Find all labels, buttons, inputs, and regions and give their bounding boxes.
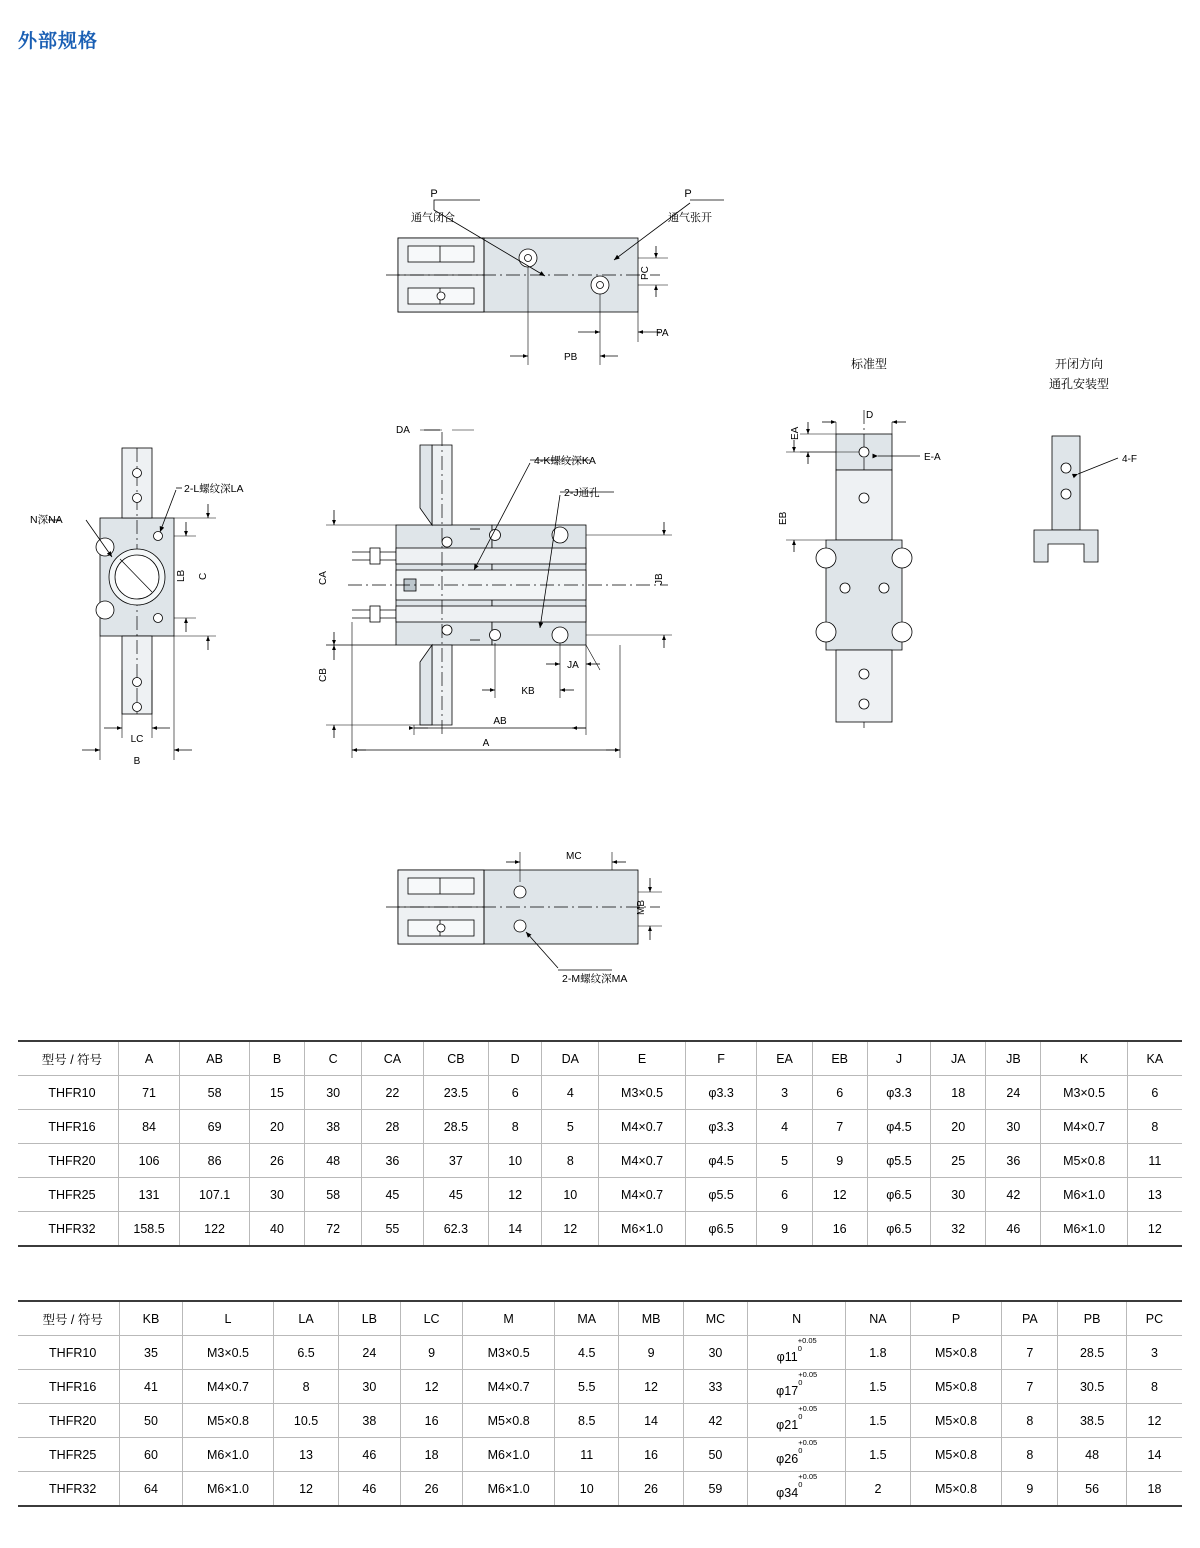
column-header-da: DA	[542, 1041, 599, 1076]
value-cell: M5×0.8	[910, 1370, 1002, 1404]
label-p-closed: P	[430, 188, 438, 200]
value-cell: 8	[542, 1144, 599, 1178]
value-cell: 6.5	[274, 1336, 338, 1370]
label-da: DA	[396, 425, 410, 436]
value-cell: 13	[1127, 1178, 1182, 1212]
table-header-row	[18, 1301, 1182, 1336]
column-header-mb: MB	[619, 1301, 683, 1336]
value-cell: 35	[120, 1336, 182, 1370]
label-p-open-sub: 通气张开	[668, 212, 712, 224]
value-cell: 1.5	[846, 1370, 910, 1404]
value-cell: 50	[120, 1404, 182, 1438]
value-cell: M5×0.8	[910, 1438, 1002, 1472]
value-cell: 16	[812, 1212, 867, 1247]
value-cell: 14	[1126, 1438, 1182, 1472]
value-cell: 10	[555, 1472, 619, 1507]
value-cell: 10	[489, 1144, 542, 1178]
value-cell: 5	[542, 1110, 599, 1144]
value-cell: 1.5	[846, 1438, 910, 1472]
value-cell: M5×0.8	[1041, 1144, 1127, 1178]
value-cell: 30.5	[1058, 1370, 1127, 1404]
value-cell: 3	[1126, 1336, 1182, 1370]
label-open-close-dir-2: 通孔安装型	[1048, 377, 1110, 391]
value-cell: 12	[274, 1472, 338, 1507]
value-cell: 1.5	[846, 1404, 910, 1438]
value-cell: φ3.3	[685, 1110, 757, 1144]
value-cell: 20	[249, 1110, 304, 1144]
model-cell: THFR10	[18, 1336, 120, 1370]
value-cell: 24	[986, 1076, 1041, 1110]
value-cell: 15	[249, 1076, 304, 1110]
label-pc: PC	[640, 266, 651, 280]
column-header-ja: JA	[931, 1041, 986, 1076]
value-cell: 36	[362, 1144, 423, 1178]
value-cell: 26	[249, 1144, 304, 1178]
label-p-closed-sub: 通气闭合	[411, 212, 455, 224]
value-cell: 38.5	[1058, 1404, 1127, 1438]
value-cell: φ21 $^{+0.05 0}$	[748, 1404, 846, 1438]
value-cell: 7	[1002, 1370, 1058, 1404]
value-cell: 8	[1002, 1438, 1058, 1472]
column-header-ca: CA	[362, 1041, 423, 1076]
label-a: A	[482, 738, 490, 749]
value-cell: 60	[120, 1438, 182, 1472]
value-cell: 9	[812, 1144, 867, 1178]
value-cell: 5	[757, 1144, 812, 1178]
value-cell: 12	[812, 1178, 867, 1212]
column-header-jb: JB	[986, 1041, 1041, 1076]
label-cb: CB	[318, 668, 329, 682]
value-cell: 23.5	[423, 1076, 489, 1110]
value-cell: 12	[619, 1370, 683, 1404]
value-cell: 30	[683, 1336, 747, 1370]
value-cell: 12	[400, 1370, 462, 1404]
value-cell: 9	[400, 1336, 462, 1370]
column-header-mc: MC	[683, 1301, 747, 1336]
value-cell: 58	[305, 1178, 362, 1212]
value-cell: 25	[931, 1144, 986, 1178]
column-header--: 型号 / 符号	[18, 1041, 118, 1076]
value-cell: 55	[362, 1212, 423, 1247]
value-cell: 30	[986, 1110, 1041, 1144]
value-cell: M6×1.0	[182, 1472, 274, 1507]
value-cell: 72	[305, 1212, 362, 1247]
value-cell: 12	[542, 1212, 599, 1247]
main-front-view	[326, 430, 672, 758]
column-header-d: D	[489, 1041, 542, 1076]
value-cell: M6×1.0	[463, 1438, 555, 1472]
value-cell: 9	[757, 1212, 812, 1247]
spec-table-1-wrap	[18, 1040, 1182, 1247]
value-cell: φ6.5	[867, 1212, 930, 1247]
through-hole-type-view	[1034, 436, 1118, 562]
standard-type-view	[786, 410, 920, 728]
value-cell: φ17 $^{+0.05 0}$	[748, 1370, 846, 1404]
column-header-lb: LB	[338, 1301, 400, 1336]
table-row	[18, 1370, 1182, 1404]
label-p-open: P	[684, 188, 692, 200]
top-side-view	[386, 200, 724, 365]
value-cell: 10	[542, 1178, 599, 1212]
spec-table-2	[18, 1300, 1182, 1507]
bottom-side-view	[386, 852, 662, 970]
value-cell: 158.5	[118, 1212, 179, 1247]
value-cell: 8	[1126, 1370, 1182, 1404]
value-cell: 7	[812, 1110, 867, 1144]
value-cell: 58	[180, 1076, 250, 1110]
value-cell: 8	[489, 1110, 542, 1144]
value-cell: 9	[1002, 1472, 1058, 1507]
label-lc: LC	[130, 734, 144, 745]
value-cell: 14	[489, 1212, 542, 1247]
value-cell: 50	[683, 1438, 747, 1472]
value-cell: 64	[120, 1472, 182, 1507]
column-header-c: C	[305, 1041, 362, 1076]
label-n-depth-na: N深NA	[30, 514, 63, 526]
value-cell: 42	[986, 1178, 1041, 1212]
table-row	[18, 1144, 1182, 1178]
column-header-na: NA	[846, 1301, 910, 1336]
value-cell: 8	[1002, 1404, 1058, 1438]
column-header-ma: MA	[555, 1301, 619, 1336]
value-cell: M4×0.7	[599, 1178, 685, 1212]
value-cell: 30	[305, 1076, 362, 1110]
label-open-close-dir-1: 开闭方向	[1054, 357, 1104, 371]
value-cell: 62.3	[423, 1212, 489, 1247]
value-cell: 32	[931, 1212, 986, 1247]
column-header-cb: CB	[423, 1041, 489, 1076]
label-4-k-ka: 4-K螺纹深KA	[534, 455, 596, 467]
value-cell: 69	[180, 1110, 250, 1144]
value-cell: 86	[180, 1144, 250, 1178]
table-row	[18, 1212, 1182, 1247]
value-cell: 11	[1127, 1144, 1182, 1178]
column-header-pb: PB	[1058, 1301, 1127, 1336]
label-standard-type: 标准型	[850, 357, 888, 371]
label-c: C	[198, 572, 209, 580]
value-cell: 38	[305, 1110, 362, 1144]
value-cell: 28.5	[1058, 1336, 1127, 1370]
value-cell: φ3.3	[685, 1076, 757, 1110]
value-cell: 4	[542, 1076, 599, 1110]
table-header-row	[18, 1041, 1182, 1076]
value-cell: 38	[338, 1404, 400, 1438]
model-cell: THFR10	[18, 1076, 118, 1110]
label-mb: MB	[636, 900, 647, 915]
value-cell: 6	[812, 1076, 867, 1110]
label-2-j: 2-J通孔	[564, 487, 600, 499]
technical-drawing	[0, 70, 1200, 985]
value-cell: 12	[1127, 1212, 1182, 1247]
value-cell: M6×1.0	[182, 1438, 274, 1472]
value-cell: 4	[757, 1110, 812, 1144]
model-cell: THFR25	[18, 1178, 118, 1212]
value-cell: M3×0.5	[1041, 1076, 1127, 1110]
value-cell: 48	[1058, 1438, 1127, 1472]
label-jb: JB	[654, 573, 665, 585]
value-cell: M6×1.0	[599, 1212, 685, 1247]
value-cell: 36	[986, 1144, 1041, 1178]
value-cell: 46	[338, 1472, 400, 1507]
value-cell: 5.5	[555, 1370, 619, 1404]
value-cell: 37	[423, 1144, 489, 1178]
column-header-ea: EA	[757, 1041, 812, 1076]
label-kb: KB	[521, 686, 535, 697]
value-cell: 28	[362, 1110, 423, 1144]
model-cell: THFR20	[18, 1144, 118, 1178]
value-cell: 11	[555, 1438, 619, 1472]
label-pa: PA	[656, 328, 669, 339]
label-d: D	[866, 410, 874, 421]
value-cell: M5×0.8	[182, 1404, 274, 1438]
value-cell: 26	[619, 1472, 683, 1507]
value-cell: 106	[118, 1144, 179, 1178]
value-cell: 56	[1058, 1472, 1127, 1507]
label-2-l-la: 2-L螺纹深LA	[184, 483, 244, 495]
value-cell: M6×1.0	[1041, 1212, 1127, 1247]
value-cell: 26	[400, 1472, 462, 1507]
value-cell: φ34 $^{+0.05 0}$	[748, 1472, 846, 1507]
value-cell: 8	[1127, 1110, 1182, 1144]
value-cell: 30	[338, 1370, 400, 1404]
value-cell: 45	[423, 1178, 489, 1212]
label-4-f: 4-F	[1122, 454, 1137, 465]
column-header-n: N	[748, 1301, 846, 1336]
model-cell: THFR32	[18, 1472, 120, 1507]
label-lb: LB	[176, 569, 187, 582]
table-row	[18, 1076, 1182, 1110]
value-cell: M6×1.0	[1041, 1178, 1127, 1212]
value-cell: M4×0.7	[599, 1144, 685, 1178]
value-cell: 84	[118, 1110, 179, 1144]
model-cell: THFR16	[18, 1110, 118, 1144]
value-cell: 59	[683, 1472, 747, 1507]
column-header-eb: EB	[812, 1041, 867, 1076]
value-cell: M4×0.7	[599, 1110, 685, 1144]
value-cell: 30	[931, 1178, 986, 1212]
label-ca: CA	[318, 571, 329, 585]
table-row	[18, 1472, 1182, 1507]
value-cell: 24	[338, 1336, 400, 1370]
value-cell: 18	[400, 1438, 462, 1472]
value-cell: M4×0.7	[463, 1370, 555, 1404]
column-header-l: L	[182, 1301, 274, 1336]
value-cell: 40	[249, 1212, 304, 1247]
value-cell: 46	[986, 1212, 1041, 1247]
value-cell: M5×0.8	[463, 1404, 555, 1438]
model-cell: THFR20	[18, 1404, 120, 1438]
value-cell: 28.5	[423, 1110, 489, 1144]
value-cell: 45	[362, 1178, 423, 1212]
column-header-ab: AB	[180, 1041, 250, 1076]
value-cell: M4×0.7	[1041, 1110, 1127, 1144]
value-cell: 4.5	[555, 1336, 619, 1370]
column-header-la: LA	[274, 1301, 338, 1336]
column-header-kb: KB	[120, 1301, 182, 1336]
value-cell: φ5.5	[685, 1178, 757, 1212]
column-header-j: J	[867, 1041, 930, 1076]
table-row	[18, 1178, 1182, 1212]
value-cell: 46	[338, 1438, 400, 1472]
column-header-e: E	[599, 1041, 685, 1076]
label-ea: EA	[790, 426, 801, 440]
model-cell: THFR16	[18, 1370, 120, 1404]
column-header-a: A	[118, 1041, 179, 1076]
label-b: B	[133, 756, 141, 767]
column-header-m: M	[463, 1301, 555, 1336]
value-cell: 131	[118, 1178, 179, 1212]
column-header-k: K	[1041, 1041, 1127, 1076]
value-cell: M3×0.5	[182, 1336, 274, 1370]
value-cell: 2	[846, 1472, 910, 1507]
column-header-ka: KA	[1127, 1041, 1182, 1076]
column-header-p: P	[910, 1301, 1002, 1336]
value-cell: 10.5	[274, 1404, 338, 1438]
value-cell: M4×0.7	[182, 1370, 274, 1404]
value-cell: 16	[619, 1438, 683, 1472]
value-cell: 71	[118, 1076, 179, 1110]
label-mc: MC	[566, 851, 582, 862]
value-cell: M3×0.5	[463, 1336, 555, 1370]
value-cell: 14	[619, 1404, 683, 1438]
value-cell: M3×0.5	[599, 1076, 685, 1110]
value-cell: φ6.5	[685, 1212, 757, 1247]
column-header-lc: LC	[400, 1301, 462, 1336]
value-cell: 30	[249, 1178, 304, 1212]
spec-table-2-wrap	[18, 1300, 1182, 1507]
value-cell: 6	[489, 1076, 542, 1110]
value-cell: 13	[274, 1438, 338, 1472]
label-2-m-ma: 2-M螺纹深MA	[562, 973, 628, 985]
table-row	[18, 1110, 1182, 1144]
label-eb: EB	[778, 511, 789, 525]
value-cell: φ26 $^{+0.05 0}$	[748, 1438, 846, 1472]
value-cell: 12	[1126, 1404, 1182, 1438]
value-cell: φ3.3	[867, 1076, 930, 1110]
value-cell: 1.8	[846, 1336, 910, 1370]
value-cell: 9	[619, 1336, 683, 1370]
column-header-b: B	[249, 1041, 304, 1076]
value-cell: 6	[757, 1178, 812, 1212]
table-row	[18, 1336, 1182, 1370]
value-cell: 107.1	[180, 1178, 250, 1212]
page-title: 外部规格	[18, 31, 99, 52]
label-ja: JA	[567, 660, 579, 671]
value-cell: 20	[931, 1110, 986, 1144]
value-cell: φ5.5	[867, 1144, 930, 1178]
value-cell: 16	[400, 1404, 462, 1438]
column-header--: 型号 / 符号	[18, 1301, 120, 1336]
value-cell: 48	[305, 1144, 362, 1178]
spec-table-1	[18, 1040, 1182, 1247]
value-cell: 8.5	[555, 1404, 619, 1438]
value-cell: 18	[931, 1076, 986, 1110]
value-cell: M6×1.0	[463, 1472, 555, 1507]
label-e-a: E-A	[924, 452, 941, 463]
value-cell: 33	[683, 1370, 747, 1404]
column-header-pc: PC	[1126, 1301, 1182, 1336]
value-cell: 12	[489, 1178, 542, 1212]
table-row	[18, 1438, 1182, 1472]
model-cell: THFR32	[18, 1212, 118, 1247]
label-pb: PB	[564, 352, 578, 363]
table-body	[18, 1076, 1182, 1247]
value-cell: 41	[120, 1370, 182, 1404]
model-cell: THFR25	[18, 1438, 120, 1472]
value-cell: 22	[362, 1076, 423, 1110]
table-body	[18, 1336, 1182, 1507]
value-cell: φ4.5	[685, 1144, 757, 1178]
value-cell: M5×0.8	[910, 1404, 1002, 1438]
value-cell: φ4.5	[867, 1110, 930, 1144]
value-cell: M5×0.8	[910, 1472, 1002, 1507]
column-header-pa: PA	[1002, 1301, 1058, 1336]
value-cell: 18	[1126, 1472, 1182, 1507]
value-cell: 42	[683, 1404, 747, 1438]
value-cell: 122	[180, 1212, 250, 1247]
value-cell: φ11 $^{+0.05 0}$	[748, 1336, 846, 1370]
value-cell: φ6.5	[867, 1178, 930, 1212]
value-cell: M5×0.8	[910, 1336, 1002, 1370]
value-cell: 6	[1127, 1076, 1182, 1110]
label-ab: AB	[493, 716, 507, 727]
column-header-f: F	[685, 1041, 757, 1076]
value-cell: 3	[757, 1076, 812, 1110]
table-row	[18, 1404, 1182, 1438]
value-cell: 7	[1002, 1336, 1058, 1370]
value-cell: 8	[274, 1370, 338, 1404]
